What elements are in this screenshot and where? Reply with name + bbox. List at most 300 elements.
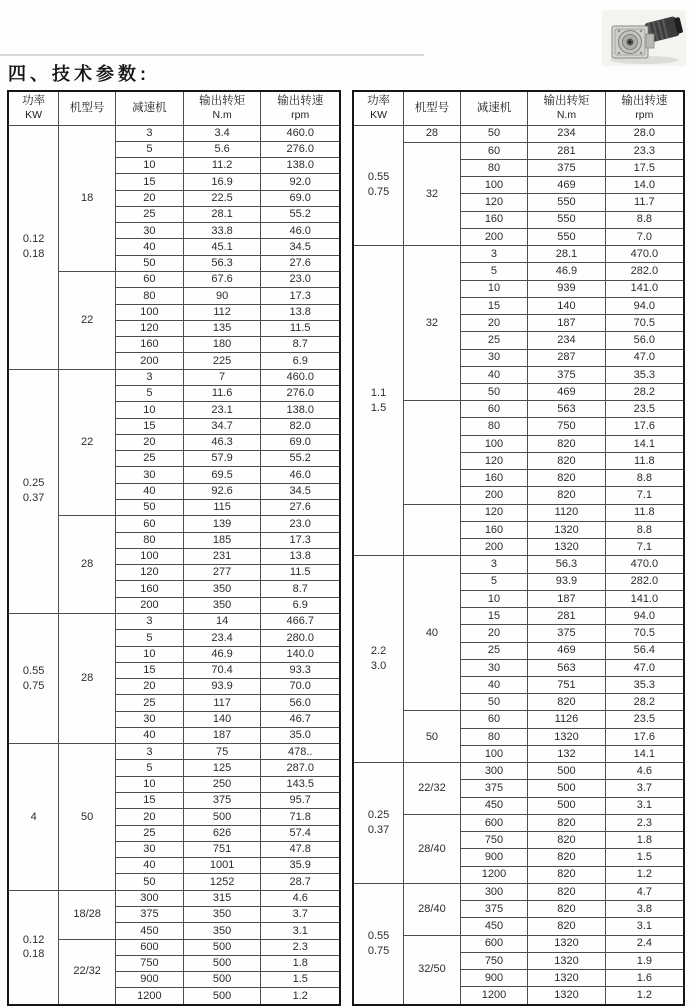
torque-cell: 350 <box>183 597 261 613</box>
ratio-cell: 120 <box>116 565 184 581</box>
torque-cell: 500 <box>183 939 261 955</box>
torque-cell: 187 <box>528 590 605 607</box>
ratio-cell: 300 <box>460 883 528 900</box>
speed-cell: 14.1 <box>605 435 684 452</box>
torque-cell: 281 <box>528 608 605 625</box>
ratio-cell: 3 <box>460 246 528 263</box>
speed-cell: 7.1 <box>605 487 684 504</box>
speed-cell: 13.8 <box>261 304 340 320</box>
ratio-cell: 20 <box>460 315 528 332</box>
model-cell: 32/50 <box>404 935 461 1005</box>
speed-cell: 17.6 <box>605 728 684 745</box>
torque-cell: 315 <box>183 890 261 906</box>
table-row <box>353 883 684 900</box>
torque-cell: 350 <box>183 907 261 923</box>
speed-cell: 2.3 <box>261 939 340 955</box>
ratio-cell: 200 <box>116 597 184 613</box>
torque-cell: 820 <box>528 901 605 918</box>
speed-cell: 276.0 <box>261 386 340 402</box>
speed-cell: 7.0 <box>605 228 684 245</box>
right-table <box>352 90 685 1006</box>
ratio-cell: 200 <box>460 539 528 556</box>
table-row <box>8 516 340 532</box>
speed-cell: 1.2 <box>261 988 340 1005</box>
model-cell: 22/32 <box>404 763 461 815</box>
column-header-1: 机型号 <box>59 91 116 125</box>
ratio-cell: 25 <box>116 825 184 841</box>
speed-cell: 276.0 <box>261 141 340 157</box>
speed-cell: 138.0 <box>261 402 340 418</box>
power-cell: 1.1 1.5 <box>353 246 404 556</box>
model-cell: 28/40 <box>404 883 461 935</box>
column-header-2: 减速机 <box>460 91 528 125</box>
torque-cell: 125 <box>183 760 261 776</box>
torque-cell: 820 <box>528 435 605 452</box>
ratio-cell: 160 <box>116 337 184 353</box>
model-cell: 22 <box>59 369 116 516</box>
column-header-0: 功率 KW <box>8 91 59 125</box>
speed-cell: 1.6 <box>605 969 684 986</box>
speed-cell: 17.3 <box>261 532 340 548</box>
speed-cell: 460.0 <box>261 369 340 385</box>
torque-cell: 90 <box>183 288 261 304</box>
torque-cell: 180 <box>183 337 261 353</box>
torque-cell: 500 <box>183 955 261 971</box>
torque-cell: 250 <box>183 776 261 792</box>
speed-cell: 46.0 <box>261 223 340 239</box>
model-cell <box>404 504 461 556</box>
torque-cell: 187 <box>528 315 605 332</box>
left-table <box>7 90 341 1006</box>
ratio-cell: 375 <box>460 780 528 797</box>
speed-cell: 1.5 <box>605 849 684 866</box>
speed-cell: 94.0 <box>605 608 684 625</box>
torque-cell: 469 <box>528 177 605 194</box>
torque-cell: 46.3 <box>183 434 261 450</box>
torque-cell: 375 <box>528 366 605 383</box>
ratio-cell: 100 <box>460 177 528 194</box>
power-cell: 0.55 0.75 <box>353 125 404 246</box>
torque-cell: 820 <box>528 832 605 849</box>
ratio-cell: 40 <box>116 727 184 743</box>
ratio-cell: 15 <box>116 662 184 678</box>
speed-cell: 287.0 <box>261 760 340 776</box>
speed-cell: 71.8 <box>261 809 340 825</box>
speed-cell: 1.9 <box>605 952 684 969</box>
column-header-0: 功率 KW <box>353 91 404 125</box>
torque-cell: 1320 <box>528 987 605 1005</box>
speed-cell: 141.0 <box>605 280 684 297</box>
speed-cell: 34.5 <box>261 483 340 499</box>
torque-cell: 820 <box>528 487 605 504</box>
ratio-cell: 375 <box>116 907 184 923</box>
ratio-cell: 120 <box>116 320 184 336</box>
speed-cell: 13.8 <box>261 548 340 564</box>
ratio-cell: 120 <box>460 452 528 469</box>
torque-cell: 93.9 <box>183 679 261 695</box>
speed-cell: 460.0 <box>261 125 340 141</box>
torque-cell: 135 <box>183 320 261 336</box>
ratio-cell: 30 <box>460 349 528 366</box>
speed-cell: 56.4 <box>605 642 684 659</box>
ratio-cell: 30 <box>116 223 184 239</box>
speed-cell: 28.2 <box>605 694 684 711</box>
speed-cell: 282.0 <box>605 263 684 280</box>
ratio-cell: 10 <box>460 590 528 607</box>
torque-cell: 139 <box>183 516 261 532</box>
speed-cell: 55.2 <box>261 206 340 222</box>
speed-cell: 140.0 <box>261 646 340 662</box>
speed-cell: 17.5 <box>605 159 684 176</box>
torque-cell: 1001 <box>183 858 261 874</box>
torque-cell: 132 <box>528 745 605 762</box>
ratio-cell: 15 <box>460 608 528 625</box>
model-cell <box>404 401 461 504</box>
speed-cell: 470.0 <box>605 556 684 573</box>
column-header-3: 输出转矩 N.m <box>183 91 261 125</box>
model-cell: 50 <box>59 744 116 891</box>
table-row <box>8 939 340 955</box>
ratio-cell: 50 <box>116 499 184 515</box>
ratio-cell: 50 <box>460 125 528 142</box>
torque-cell: 820 <box>528 694 605 711</box>
speed-cell: 282.0 <box>605 573 684 590</box>
speed-cell: 46.7 <box>261 711 340 727</box>
ratio-cell: 3 <box>116 125 184 141</box>
ratio-cell: 25 <box>116 206 184 222</box>
ratio-cell: 20 <box>116 679 184 695</box>
ratio-cell: 375 <box>460 901 528 918</box>
speed-cell: 28.0 <box>605 125 684 142</box>
speed-cell: 69.0 <box>261 190 340 206</box>
ratio-cell: 15 <box>460 297 528 314</box>
torque-cell: 115 <box>183 499 261 515</box>
speed-cell: 47.0 <box>605 659 684 676</box>
speed-cell: 280.0 <box>261 630 340 646</box>
speed-cell: 8.8 <box>605 521 684 538</box>
ratio-cell: 10 <box>116 158 184 174</box>
table-row <box>353 556 684 573</box>
torque-cell: 277 <box>183 565 261 581</box>
power-cell: 2.2 3.0 <box>353 556 404 763</box>
speed-cell: 11.5 <box>261 565 340 581</box>
torque-cell: 500 <box>183 972 261 988</box>
torque-cell: 234 <box>528 125 605 142</box>
torque-cell: 140 <box>183 711 261 727</box>
torque-cell: 281 <box>528 142 605 159</box>
torque-cell: 563 <box>528 659 605 676</box>
torque-cell: 1320 <box>528 935 605 952</box>
torque-cell: 22.5 <box>183 190 261 206</box>
ratio-cell: 50 <box>116 874 184 890</box>
ratio-cell: 900 <box>460 969 528 986</box>
ratio-cell: 600 <box>460 935 528 952</box>
ratio-cell: 160 <box>460 211 528 228</box>
ratio-cell: 60 <box>460 142 528 159</box>
ratio-cell: 200 <box>460 228 528 245</box>
torque-cell: 820 <box>528 883 605 900</box>
torque-cell: 1126 <box>528 711 605 728</box>
ratio-cell: 1200 <box>460 987 528 1005</box>
torque-cell: 350 <box>183 923 261 939</box>
speed-cell: 47.0 <box>605 349 684 366</box>
speed-cell: 8.7 <box>261 337 340 353</box>
speed-cell: 3.1 <box>605 918 684 935</box>
speed-cell: 35.0 <box>261 727 340 743</box>
torque-cell: 67.6 <box>183 272 261 288</box>
torque-cell: 375 <box>183 793 261 809</box>
ratio-cell: 80 <box>116 288 184 304</box>
torque-cell: 56.3 <box>528 556 605 573</box>
torque-cell: 350 <box>183 581 261 597</box>
speed-cell: 27.6 <box>261 255 340 271</box>
ratio-cell: 5 <box>460 263 528 280</box>
speed-cell: 92.0 <box>261 174 340 190</box>
model-cell: 22 <box>59 272 116 370</box>
ratio-cell: 60 <box>460 401 528 418</box>
speed-cell: 11.8 <box>605 452 684 469</box>
ratio-cell: 750 <box>460 832 528 849</box>
speed-cell: 3.1 <box>605 797 684 814</box>
ratio-cell: 15 <box>116 418 184 434</box>
model-cell: 22/32 <box>59 939 116 1005</box>
table-row <box>8 890 340 906</box>
torque-cell: 1120 <box>528 504 605 521</box>
torque-cell: 1320 <box>528 728 605 745</box>
torque-cell: 1252 <box>183 874 261 890</box>
speed-cell: 70.5 <box>605 625 684 642</box>
ratio-cell: 900 <box>116 972 184 988</box>
ratio-cell: 1200 <box>116 988 184 1005</box>
ratio-cell: 200 <box>460 487 528 504</box>
speed-cell: 14.0 <box>605 177 684 194</box>
left-table-header-row <box>8 91 340 125</box>
ratio-cell: 900 <box>460 849 528 866</box>
speed-cell: 478.. <box>261 744 340 760</box>
speed-cell: 95.7 <box>261 793 340 809</box>
speed-cell: 466.7 <box>261 613 340 629</box>
speed-cell: 11.8 <box>605 504 684 521</box>
speed-cell: 70.0 <box>261 679 340 695</box>
speed-cell: 2.4 <box>605 935 684 952</box>
ratio-cell: 25 <box>116 695 184 711</box>
speed-cell: 7.1 <box>605 539 684 556</box>
torque-cell: 46.9 <box>528 263 605 280</box>
torque-cell: 375 <box>528 625 605 642</box>
ratio-cell: 25 <box>116 451 184 467</box>
ratio-cell: 10 <box>116 402 184 418</box>
speed-cell: 11.5 <box>261 320 340 336</box>
table-row <box>353 125 684 142</box>
torque-cell: 45.1 <box>183 239 261 255</box>
ratio-cell: 5 <box>116 760 184 776</box>
model-cell: 28/40 <box>404 814 461 883</box>
ratio-cell: 20 <box>116 434 184 450</box>
speed-cell: 23.0 <box>261 272 340 288</box>
ratio-cell: 450 <box>116 923 184 939</box>
torque-cell: 469 <box>528 384 605 401</box>
column-header-1: 机型号 <box>404 91 461 125</box>
speed-cell: 69.0 <box>261 434 340 450</box>
speed-cell: 27.6 <box>261 499 340 515</box>
ratio-cell: 40 <box>460 677 528 694</box>
torque-cell: 1320 <box>528 521 605 538</box>
ratio-cell: 100 <box>116 548 184 564</box>
torque-cell: 751 <box>528 677 605 694</box>
torque-cell: 500 <box>183 988 261 1005</box>
speed-cell: 57.4 <box>261 825 340 841</box>
speed-cell: 6.9 <box>261 353 340 369</box>
speed-cell: 46.0 <box>261 467 340 483</box>
ratio-cell: 160 <box>460 470 528 487</box>
torque-cell: 500 <box>528 780 605 797</box>
torque-cell: 92.6 <box>183 483 261 499</box>
ratio-cell: 30 <box>116 841 184 857</box>
torque-cell: 469 <box>528 642 605 659</box>
speed-cell: 55.2 <box>261 451 340 467</box>
speed-cell: 47.8 <box>261 841 340 857</box>
ratio-cell: 120 <box>460 504 528 521</box>
speed-cell: 3.1 <box>261 923 340 939</box>
ratio-cell: 20 <box>116 809 184 825</box>
torque-cell: 820 <box>528 470 605 487</box>
ratio-cell: 60 <box>116 272 184 288</box>
speed-cell: 14.1 <box>605 745 684 762</box>
torque-cell: 46.9 <box>183 646 261 662</box>
ratio-cell: 10 <box>460 280 528 297</box>
torque-cell: 939 <box>528 280 605 297</box>
ratio-cell: 50 <box>460 694 528 711</box>
speed-cell: 23.5 <box>605 711 684 728</box>
torque-cell: 14 <box>183 613 261 629</box>
speed-cell: 1.2 <box>605 987 684 1005</box>
torque-cell: 11.2 <box>183 158 261 174</box>
table-row <box>353 763 684 780</box>
ratio-cell: 60 <box>116 516 184 532</box>
ratio-cell: 25 <box>460 332 528 349</box>
torque-cell: 185 <box>183 532 261 548</box>
speed-cell: 8.7 <box>261 581 340 597</box>
model-cell: 18 <box>59 125 116 272</box>
ratio-cell: 1200 <box>460 866 528 883</box>
ratio-cell: 80 <box>460 159 528 176</box>
model-cell: 32 <box>404 142 461 245</box>
speed-cell: 82.0 <box>261 418 340 434</box>
page-title: 四、技术参数: <box>8 64 150 84</box>
ratio-cell: 3 <box>116 613 184 629</box>
torque-cell: 57.9 <box>183 451 261 467</box>
power-cell: 0.12 0.18 <box>8 125 59 369</box>
ratio-cell: 40 <box>116 239 184 255</box>
torque-cell: 563 <box>528 401 605 418</box>
torque-cell: 550 <box>528 228 605 245</box>
power-cell: 4 <box>8 744 59 891</box>
ratio-cell: 25 <box>460 642 528 659</box>
speed-cell: 3.7 <box>261 907 340 923</box>
speed-cell: 23.5 <box>605 401 684 418</box>
torque-cell: 69.5 <box>183 467 261 483</box>
torque-cell: 750 <box>528 418 605 435</box>
speed-cell: 17.3 <box>261 288 340 304</box>
torque-cell: 75 <box>183 744 261 760</box>
ratio-cell: 50 <box>460 384 528 401</box>
model-cell: 40 <box>404 556 461 711</box>
speed-cell: 141.0 <box>605 590 684 607</box>
torque-cell: 626 <box>183 825 261 841</box>
ratio-cell: 3 <box>460 556 528 573</box>
speed-cell: 35.3 <box>605 366 684 383</box>
ratio-cell: 5 <box>116 630 184 646</box>
speed-cell: 8.8 <box>605 211 684 228</box>
ratio-cell: 300 <box>116 890 184 906</box>
table-row <box>353 246 684 263</box>
torque-cell: 93.9 <box>528 573 605 590</box>
torque-cell: 140 <box>528 297 605 314</box>
torque-cell: 28.1 <box>528 246 605 263</box>
torque-cell: 117 <box>183 695 261 711</box>
ratio-cell: 160 <box>460 521 528 538</box>
speed-cell: 11.7 <box>605 194 684 211</box>
ratio-cell: 600 <box>116 939 184 955</box>
speed-cell: 3.7 <box>605 780 684 797</box>
torque-cell: 23.4 <box>183 630 261 646</box>
speed-cell: 4.7 <box>605 883 684 900</box>
ratio-cell: 40 <box>116 858 184 874</box>
power-cell: 0.55 0.75 <box>8 613 59 743</box>
speed-cell: 1.5 <box>261 972 340 988</box>
column-header-4: 输出转速 rpm <box>261 91 340 125</box>
torque-cell: 550 <box>528 194 605 211</box>
table-row <box>8 369 340 385</box>
speed-cell: 28.2 <box>605 384 684 401</box>
speed-cell: 23.0 <box>261 516 340 532</box>
ratio-cell: 20 <box>116 190 184 206</box>
speed-cell: 17.6 <box>605 418 684 435</box>
ratio-cell: 5 <box>116 386 184 402</box>
torque-cell: 820 <box>528 866 605 883</box>
ratio-cell: 15 <box>116 174 184 190</box>
torque-cell: 820 <box>528 918 605 935</box>
column-header-4: 输出转速 rpm <box>605 91 684 125</box>
speed-cell: 1.8 <box>605 832 684 849</box>
speed-cell: 94.0 <box>605 297 684 314</box>
table-row <box>8 744 340 760</box>
torque-cell: 16.9 <box>183 174 261 190</box>
ratio-cell: 80 <box>116 532 184 548</box>
ratio-cell: 600 <box>460 814 528 831</box>
right-table-header-row <box>353 91 684 125</box>
speed-cell: 93.3 <box>261 662 340 678</box>
ratio-cell: 80 <box>460 728 528 745</box>
torque-cell: 820 <box>528 452 605 469</box>
model-cell: 28 <box>404 125 461 142</box>
column-header-3: 输出转矩 N.m <box>528 91 605 125</box>
ratio-cell: 120 <box>460 194 528 211</box>
speed-cell: 2.3 <box>605 814 684 831</box>
ratio-cell: 10 <box>116 646 184 662</box>
model-cell: 50 <box>404 711 461 763</box>
ratio-cell: 450 <box>460 797 528 814</box>
ratio-cell: 3 <box>116 744 184 760</box>
ratio-cell: 50 <box>116 255 184 271</box>
ratio-cell: 80 <box>460 418 528 435</box>
ratio-cell: 30 <box>116 711 184 727</box>
speed-cell: 35.9 <box>261 858 340 874</box>
torque-cell: 500 <box>183 809 261 825</box>
torque-cell: 500 <box>528 763 605 780</box>
torque-cell: 187 <box>183 727 261 743</box>
speed-cell: 56.0 <box>605 332 684 349</box>
